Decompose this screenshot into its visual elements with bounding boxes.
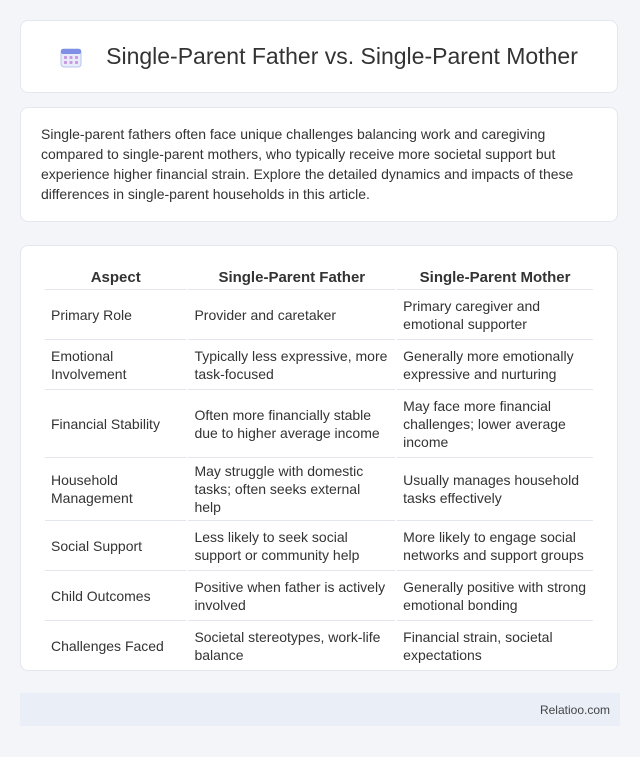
calendar-icon bbox=[60, 46, 82, 68]
aspect-cell: Emotional Involvement bbox=[45, 340, 186, 390]
table-row bbox=[45, 571, 593, 621]
title-card bbox=[20, 20, 618, 93]
comparison-table bbox=[43, 266, 595, 671]
intro-text: Single-parent fathers often face unique challenges balancing work and caregiving compared to single-parent mothers, who typically receive more societal support but experience higher financial strain. Explore the detailed dynamics and impacts of these differences in single-parent households in this article. bbox=[41, 126, 574, 202]
table-row bbox=[45, 458, 593, 521]
mother-cell: Generally positive with strong emotional bonding bbox=[397, 571, 593, 621]
father-cell: Less likely to seek social support or community help bbox=[188, 521, 395, 571]
comparison-card bbox=[20, 245, 618, 671]
father-cell: Often more financially stable due to higher average income bbox=[188, 390, 395, 458]
table-row bbox=[45, 621, 593, 671]
intro-card bbox=[20, 107, 618, 222]
mother-cell: Primary caregiver and emotional supporter bbox=[397, 290, 593, 340]
page-title: Single-Parent Father vs. Single-Parent Mother bbox=[106, 43, 578, 69]
footer-brand: Relatioo.com bbox=[539, 702, 610, 717]
aspect-cell: Child Outcomes bbox=[45, 571, 186, 621]
mother-cell: More likely to engage social networks and support groups bbox=[397, 521, 593, 571]
table-row bbox=[45, 290, 593, 340]
table-row bbox=[45, 390, 593, 458]
father-cell: Societal stereotypes, work-life balance bbox=[188, 621, 395, 671]
mother-cell: Usually manages household tasks effectively bbox=[397, 458, 593, 521]
column-header-father: Single-Parent Father bbox=[188, 266, 395, 290]
column-header-aspect: Aspect bbox=[45, 266, 186, 290]
table-row bbox=[45, 340, 593, 390]
father-cell: Typically less expressive, more task-focused bbox=[188, 340, 395, 390]
mother-cell: Financial strain, societal expectations bbox=[397, 621, 593, 671]
footer bbox=[20, 693, 620, 726]
mother-cell: May face more financial challenges; lower average income bbox=[397, 390, 593, 458]
father-cell: Positive when father is actively involved bbox=[188, 571, 395, 621]
column-header-mother: Single-Parent Mother bbox=[397, 266, 593, 290]
aspect-cell: Financial Stability bbox=[45, 390, 186, 458]
aspect-cell: Primary Role bbox=[45, 290, 186, 340]
table-row bbox=[45, 521, 593, 571]
aspect-cell: Challenges Faced bbox=[45, 621, 186, 671]
aspect-cell: Household Management bbox=[45, 458, 186, 521]
father-cell: May struggle with domestic tasks; often seeks external help bbox=[188, 458, 395, 521]
aspect-cell: Social Support bbox=[45, 521, 186, 571]
mother-cell: Generally more emotionally expressive and nurturing bbox=[397, 340, 593, 390]
table-header-row bbox=[45, 266, 593, 290]
father-cell: Provider and caretaker bbox=[188, 290, 395, 340]
